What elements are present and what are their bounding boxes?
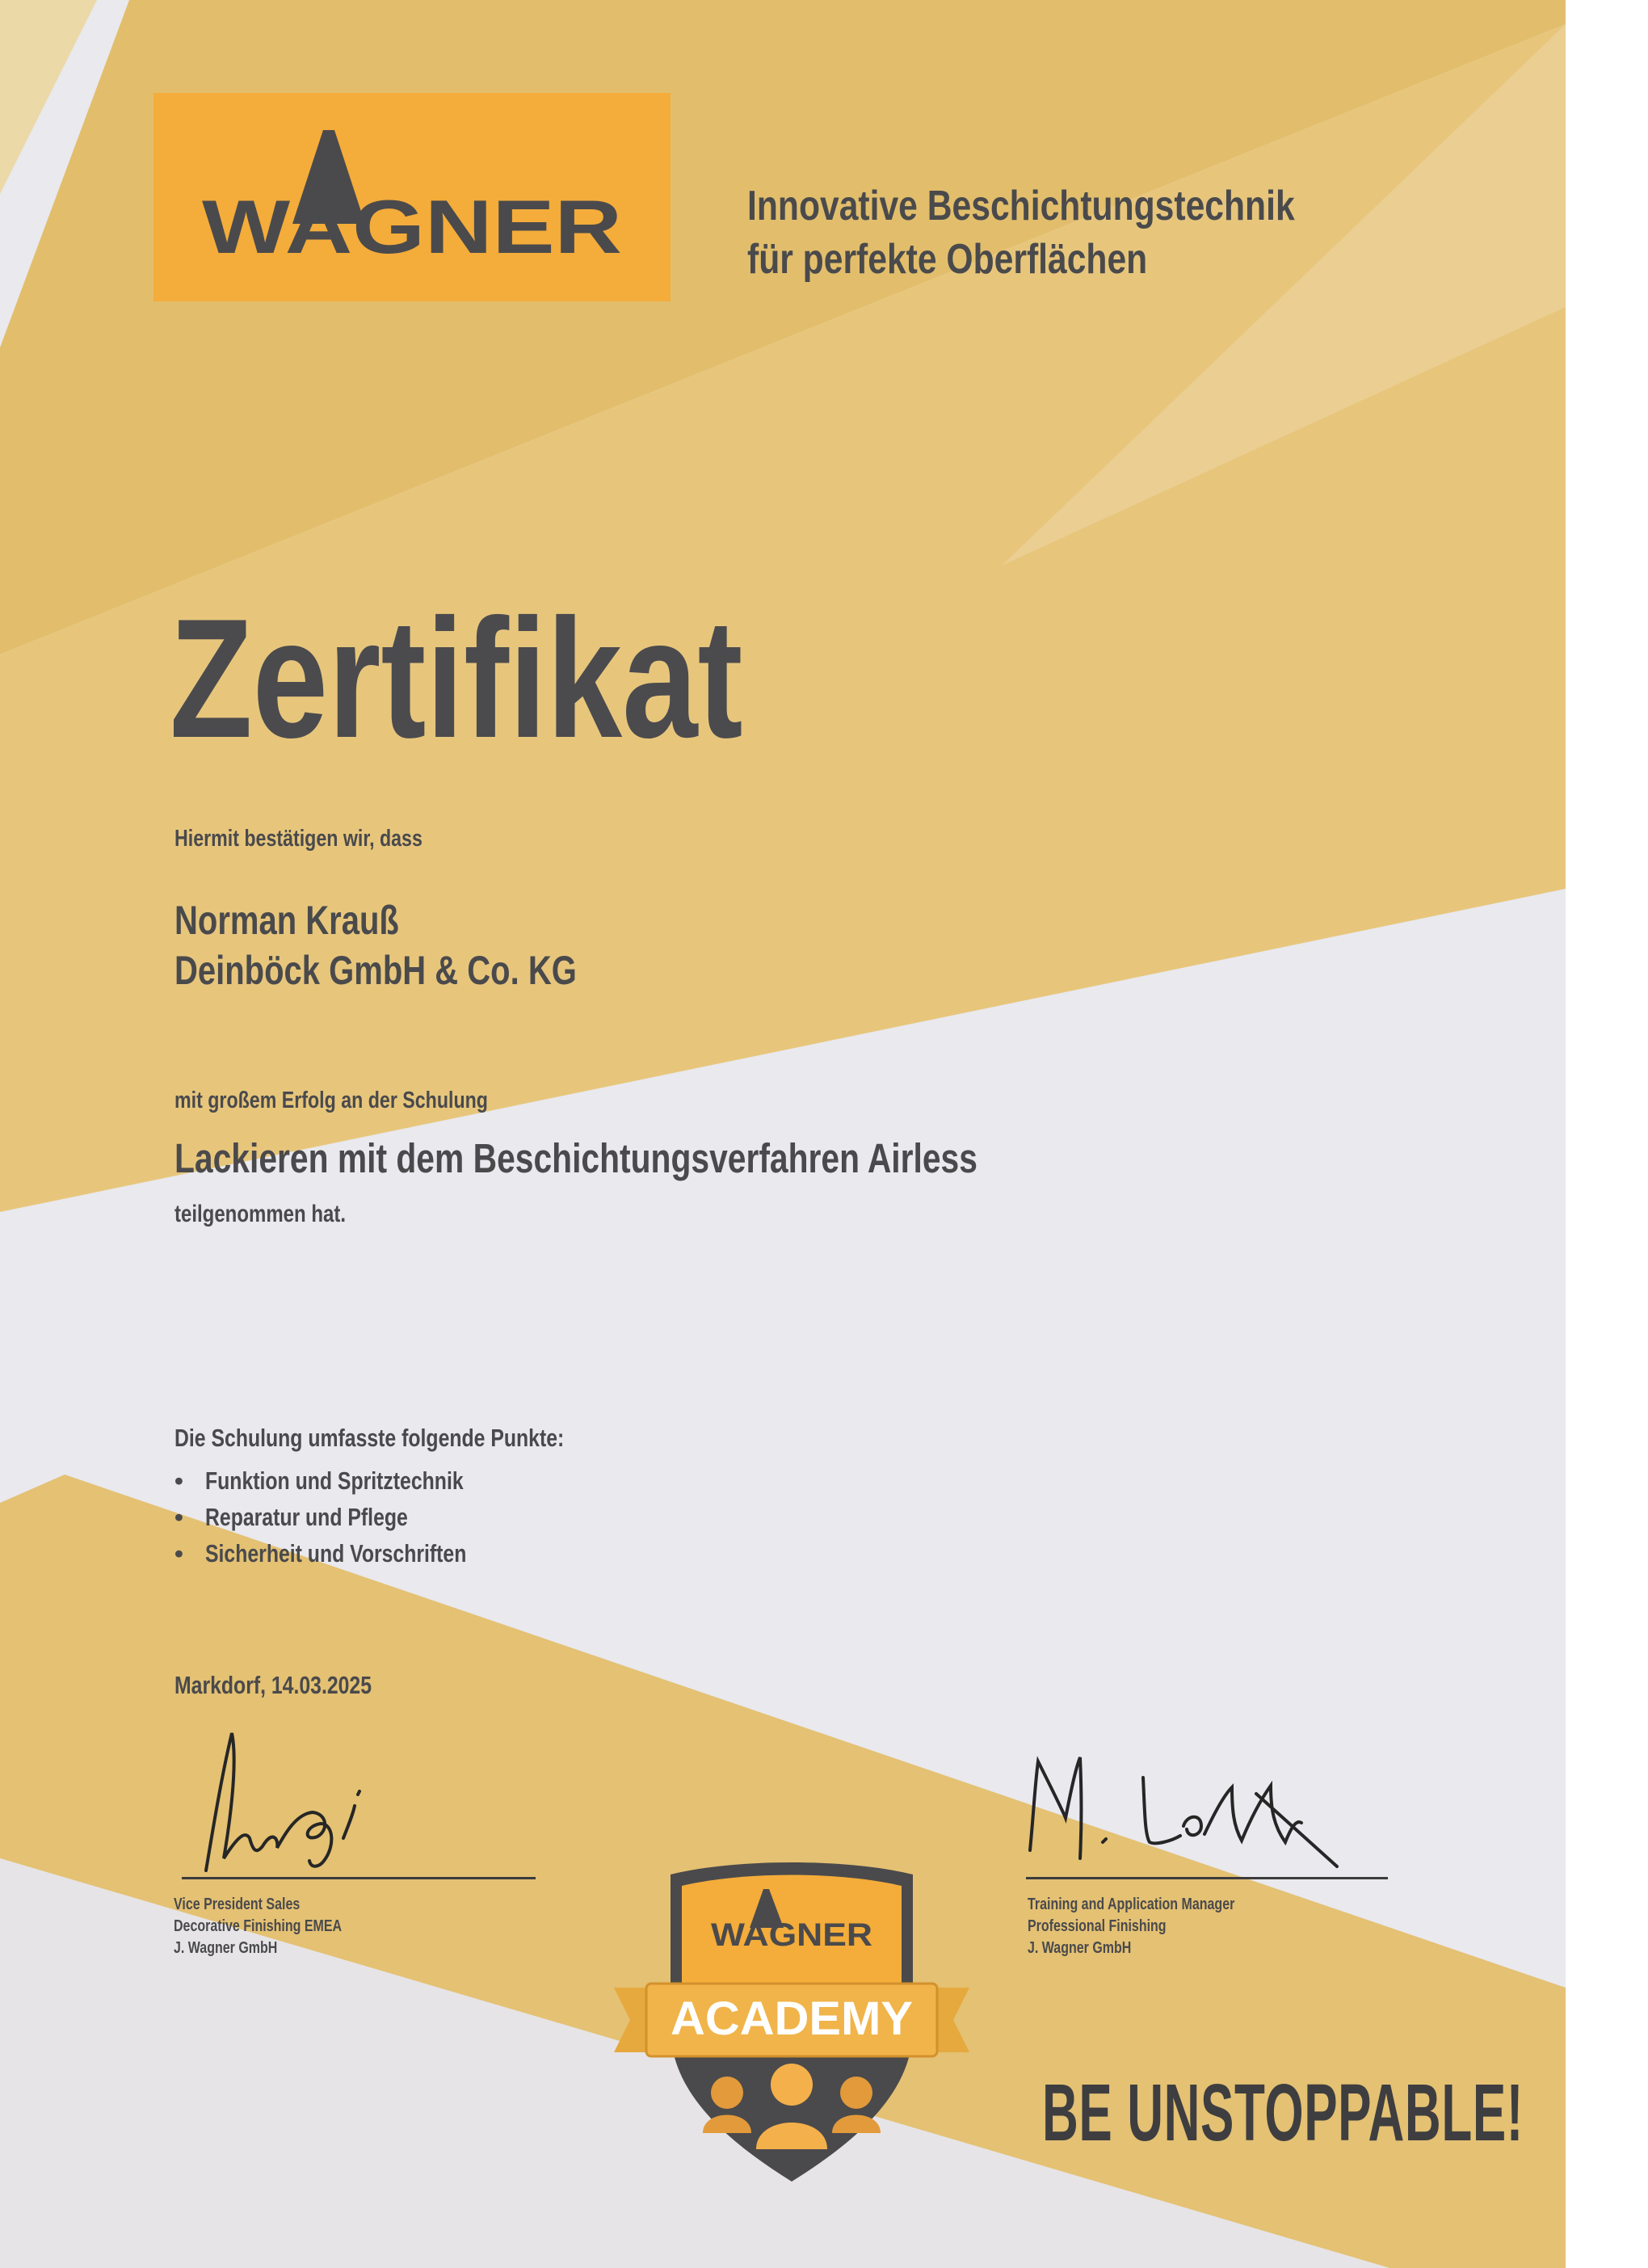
bullet-icon: •: [174, 1466, 183, 1495]
bullet-icon: •: [174, 1503, 183, 1531]
tagline-line-1: Innovative Beschichtungstechnik: [747, 183, 1295, 229]
signatory-left-title: Vice President Sales Decorative Finishing EMEA J. Wagner GmbH: [174, 1896, 343, 1957]
badge-logo-text: WAGNER: [711, 1917, 873, 1953]
slogan: BE UNSTOPPABLE!: [1042, 2068, 1524, 2158]
wagner-logo-mark: [153, 93, 671, 301]
course-outro-text: teilgenommen hat.: [174, 1201, 347, 1227]
badge-person-right-head: [840, 2077, 872, 2109]
tagline-line-2: für perfekte Oberflächen: [747, 236, 1148, 283]
training-point: • Sicherheit und Vorschriften: [174, 1535, 532, 1572]
logo-text: WAGNER: [202, 184, 622, 269]
signature-line-right: [1026, 1877, 1388, 1879]
signature-line-left: [182, 1877, 536, 1879]
badge-person-center-head: [771, 2064, 813, 2106]
certificate-title: Zertifikat: [170, 583, 743, 773]
bullet-icon: •: [174, 1539, 183, 1567]
course-intro-text: mit großem Erfolg an der Schulung: [174, 1088, 488, 1113]
wagner-logo: [153, 93, 671, 301]
course-name: Lackieren mit dem Beschichtungsverfahren Airless: [174, 1135, 977, 1181]
place-date: Markdorf, 14.03.2025: [174, 1671, 372, 1699]
academy-badge: [598, 1850, 986, 2198]
participant-company: Deinböck GmbH & Co. KG: [174, 948, 577, 993]
training-points-list: [174, 1462, 532, 1572]
badge-ribbon-text: ACADEMY: [671, 1992, 913, 2045]
training-point: • Reparatur und Pflege: [174, 1499, 532, 1535]
participant-name: Norman Krauß: [174, 898, 399, 943]
badge-person-left-head: [711, 2077, 743, 2109]
training-point: • Funktion und Spritztechnik: [174, 1462, 532, 1499]
intro-text: Hiermit bestätigen wir, dass: [174, 826, 423, 852]
training-points-heading: Die Schulung umfasste folgende Punkte:: [174, 1424, 565, 1452]
tagline: [747, 179, 1415, 286]
signature-right: [1014, 1745, 1353, 1875]
signatory-right-title: Training and Application Manager Professional Finishing J. Wagner GmbH: [1028, 1896, 1235, 1957]
signature-left: [182, 1717, 392, 1879]
